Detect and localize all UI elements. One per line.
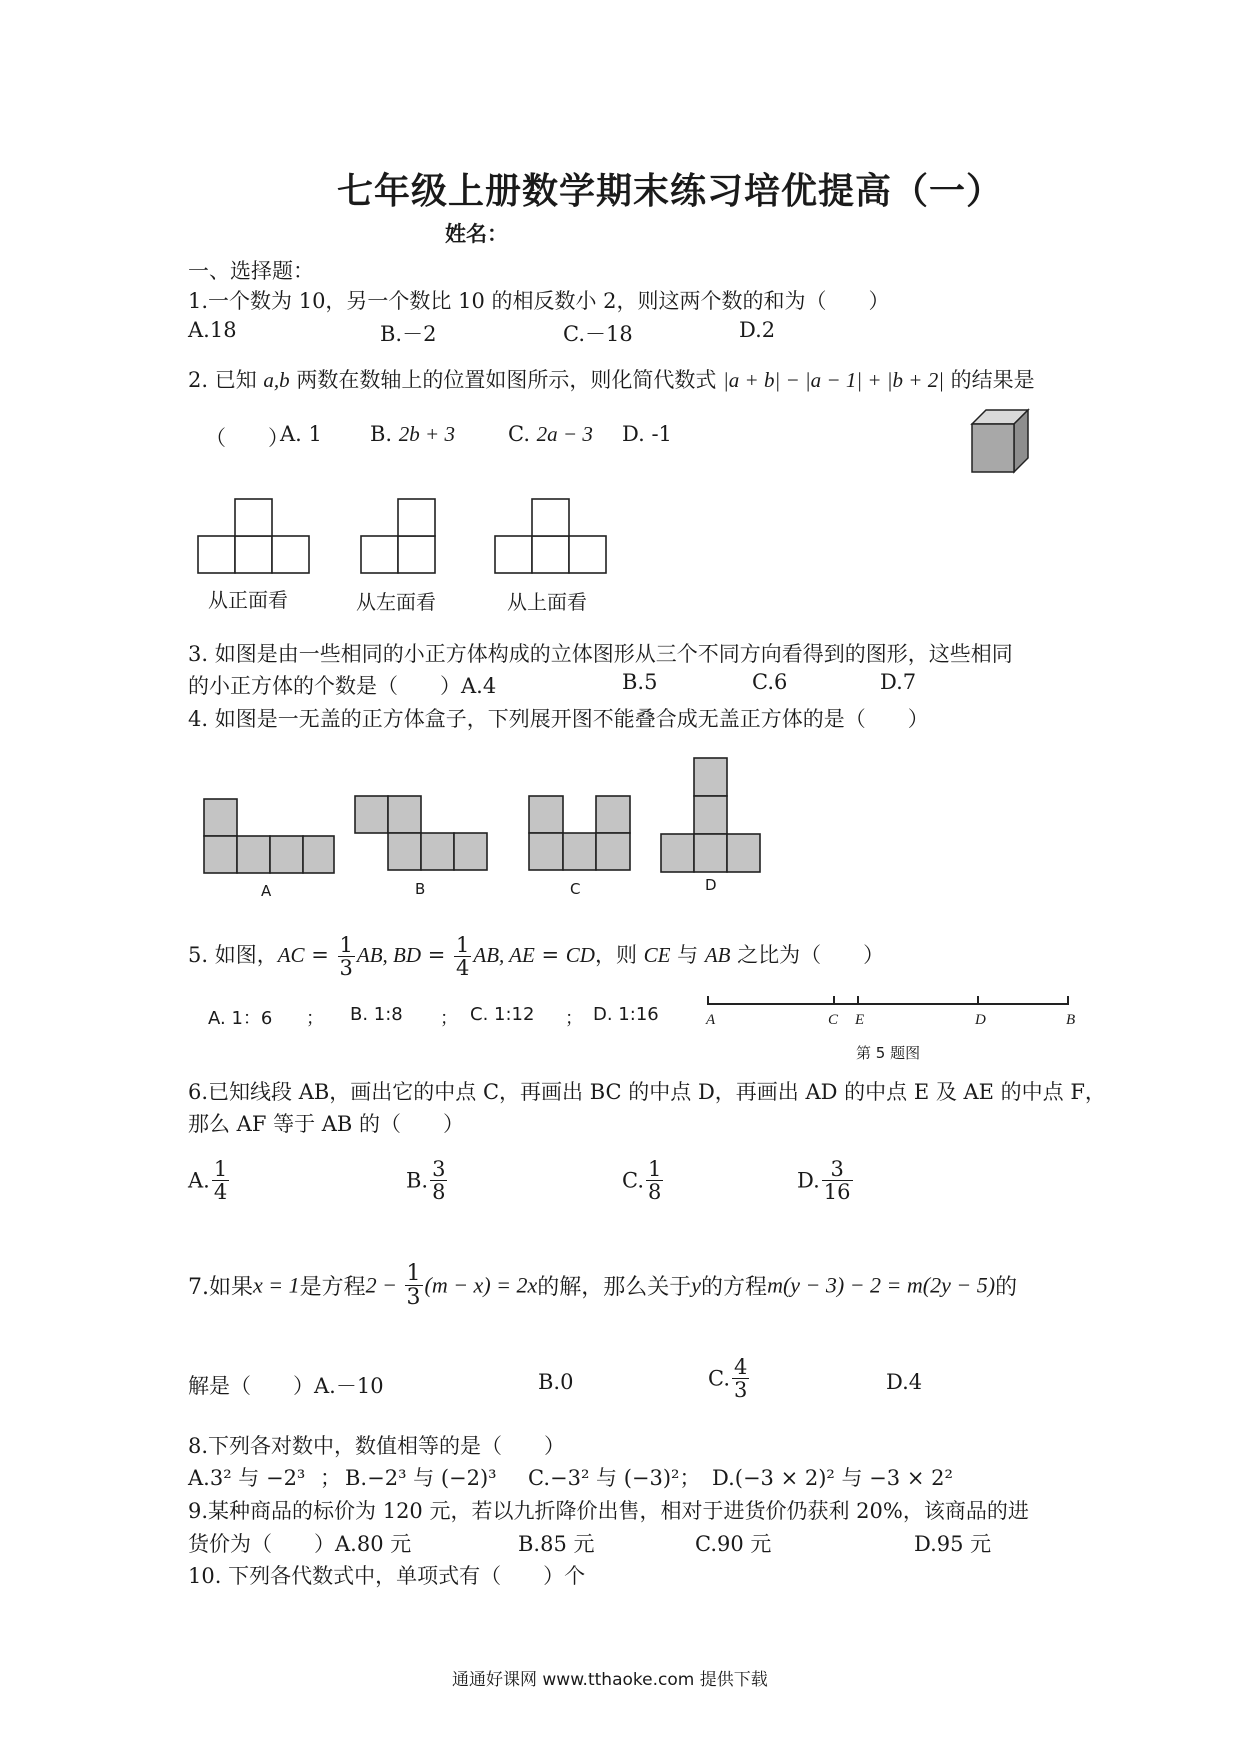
net-c-figure	[528, 795, 632, 875]
net-a-figure	[203, 798, 335, 878]
q1-option-c: C.－18	[563, 322, 633, 346]
left-view-label: 从左面看	[356, 590, 436, 614]
question-9-line2: 货价为（ ）A.80 元	[188, 1532, 412, 1556]
q2-option-c: C. 2a − 3	[508, 422, 593, 446]
q5-sep-1: ；	[306, 1008, 324, 1029]
footer-text: 通通好课网 www.tthaoke.com 提供下载	[452, 1670, 768, 1690]
q6-option-b: B. $\frac{3}{8}$	[406, 1157, 446, 1205]
top-view-figure	[494, 498, 608, 574]
point-c-label: C	[828, 1012, 839, 1028]
question-6-line2: 那么 AF 等于 AB 的（ ）	[188, 1112, 465, 1136]
point-d-label: D	[975, 1012, 986, 1028]
q2-option-b: B. 2b + 3	[370, 422, 455, 446]
question-9-line1: 9.某种商品的标价为 120 元，若以九折降价出售，相对于进货价仍获利 20%，该商品的进	[188, 1499, 1029, 1523]
q5-option-c: C. 1:12	[470, 1004, 535, 1025]
segment-figure	[706, 992, 1076, 1018]
q7-option-c: C. $\frac{4}{3}$	[708, 1355, 748, 1403]
left-view-figure	[360, 498, 436, 574]
net-d-label: D	[705, 876, 717, 894]
point-e-label: E	[855, 1012, 865, 1028]
q1-option-b: B.－2	[380, 322, 437, 346]
q8-sep: ；	[320, 1466, 341, 1490]
front-view-label: 从正面看	[208, 588, 288, 612]
top-view-label: 从上面看	[507, 590, 587, 614]
net-a-label: A	[261, 882, 272, 900]
question-7-line2: 解是（ ）A.－10	[188, 1374, 384, 1398]
q6-option-c: C. $\frac{1}{8}$	[622, 1157, 662, 1205]
net-b-label: B	[415, 880, 426, 898]
q9-option-d: D.95 元	[914, 1532, 992, 1556]
q8-option-d: D.(−3 × 2)² 与 −3 × 2²	[712, 1466, 953, 1490]
section-heading: 一、选择题：	[188, 259, 314, 283]
figure-5-caption: 第 5 题图	[856, 1044, 921, 1062]
q2-option-d: D. -1	[622, 422, 672, 446]
page-title: 七年级上册数学期末练习培优提高（一）	[337, 171, 1004, 212]
q1-option-d: D.2	[739, 318, 776, 342]
q6-option-a: A. $\frac{1}{4}$	[188, 1157, 228, 1205]
net-b-figure	[354, 795, 488, 875]
q8-option-c: C.−3² 与 (−3)²；	[528, 1466, 701, 1490]
point-a-label: A	[706, 1012, 716, 1028]
name-label: 姓名：	[445, 222, 508, 246]
q2-expression: |a + b| − |a − 1| + |b + 2|	[723, 368, 944, 392]
q2-paren: （ ）	[205, 426, 289, 450]
q7-option-d: D.4	[886, 1370, 923, 1394]
q2-option-a: A. 1	[280, 422, 322, 446]
q9-option-c: C.90 元	[695, 1532, 772, 1556]
q5-sep-2: ；	[440, 1008, 458, 1029]
question-2-text: 2. 已知 a,b 两数在数轴上的位置如图所示，则化简代数式 |a + b| − |a − 1| + |b + 2| 的结果是	[188, 368, 1035, 392]
q3-option-c: C.6	[752, 670, 788, 694]
cube-figure	[970, 408, 1038, 474]
q6-option-d: D. $\frac{3}{16}$	[797, 1157, 851, 1205]
question-6-line1: 6.已知线段 AB，画出它的中点 C，再画出 BC 的中点 D，再画出 AD 的中点 E 及 AE 的中点 F，	[188, 1080, 1106, 1104]
q8-option-b: B.−2³ 与 (−2)³	[345, 1466, 497, 1490]
question-3-line2: 的小正方体的个数是（ ）A.4	[188, 674, 497, 698]
question-7-text: 7.如果x = 1是方程2 − $\frac{1}{3}$ (m − x) = 2x的解，那么关于y的方程m(y − 3) − 2 = m(2y − 5)的	[188, 1261, 1018, 1311]
q9-option-b: B.85 元	[518, 1532, 595, 1556]
question-1-text: 1.一个数为 10，另一个数比 10 的相反数小 2，则这两个数的和为（ ）	[188, 289, 890, 313]
question-8-text: 8.下列各对数中，数值相等的是（ ）	[188, 1434, 566, 1458]
q3-option-d: D.7	[880, 670, 917, 694]
q3-option-b: B.5	[622, 670, 658, 694]
q5-option-a: A. 1：6	[208, 1008, 273, 1029]
q8-option-a: A.3² 与 −2³	[188, 1466, 306, 1490]
q5-sep-3: ；	[565, 1008, 583, 1029]
net-c-label: C	[570, 880, 581, 898]
q7-option-b: B.0	[538, 1370, 574, 1394]
question-3-line1: 3. 如图是由一些相同的小正方体构成的立体图形从三个不同方向看得到的图形，这些相同	[188, 642, 1013, 666]
q5-option-b: B. 1:8	[350, 1004, 403, 1025]
question-10-text: 10. 下列各代数式中，单项式有（ ）个	[188, 1564, 586, 1588]
point-b-label: B	[1066, 1012, 1076, 1028]
net-d-figure	[660, 757, 762, 873]
question-5-text: 5. 如图，AC = $\frac{1}{3}$ AB, BD = $\frac{1}{4}$ AB, AE = CD，则 CE 与 AB 之比为（ ）	[188, 933, 885, 981]
question-4-text: 4. 如图是一无盖的正方体盒子，下列展开图不能叠合成无盖正方体的是（ ）	[188, 707, 929, 731]
front-view-figure	[197, 498, 311, 574]
q1-option-a: A.18	[188, 318, 237, 342]
q5-option-d: D. 1:16	[593, 1004, 659, 1025]
